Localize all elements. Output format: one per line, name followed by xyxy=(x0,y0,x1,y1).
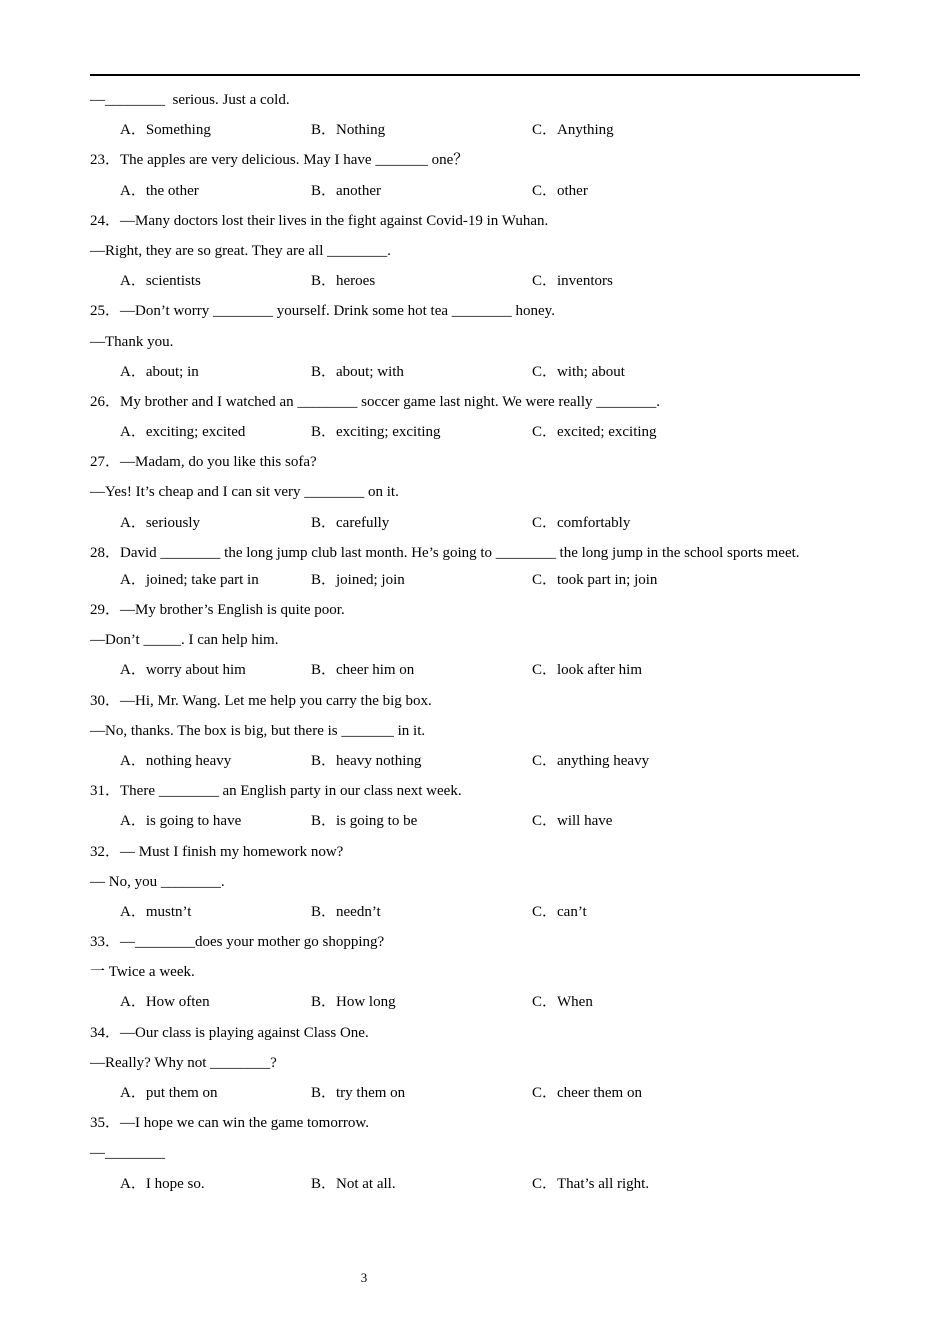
question-line: —No, thanks. The box is big, but there is _______ in it. xyxy=(90,722,426,739)
option-a: A．the other xyxy=(120,182,199,199)
option-c: C．When xyxy=(532,994,593,1011)
option-a: A．I hope so. xyxy=(120,1175,205,1192)
header-rule xyxy=(90,74,860,76)
option-row xyxy=(90,118,860,148)
option-b: B．cheer him on xyxy=(311,662,415,679)
question-line: 28．David ________ the long jump club last month. He’s going to ________ the long jump in the school sports meet. xyxy=(90,544,800,561)
option-row xyxy=(90,269,860,299)
option-b: B．heroes xyxy=(311,273,376,290)
option-row xyxy=(90,1172,860,1202)
option-c: C．will have xyxy=(532,813,613,830)
option-row xyxy=(90,360,860,390)
question-line: 30．—Hi, Mr. Wang. Let me help you carry the big box. xyxy=(90,692,432,709)
option-b: B．about; with xyxy=(311,363,404,380)
option-a: A．nothing heavy xyxy=(120,752,232,769)
option-row xyxy=(90,179,860,209)
option-c: C．look after him xyxy=(532,662,642,679)
question-line: 34．—Our class is playing against Class One. xyxy=(90,1024,369,1041)
option-c: C．took part in; join xyxy=(532,571,658,588)
option-row xyxy=(90,749,860,779)
question-line: 29．—My brother’s English is quite poor. xyxy=(90,602,345,618)
option-a: A．about; in xyxy=(120,363,199,380)
option-c: C．That’s all right. xyxy=(532,1175,650,1192)
option-c: C．anything heavy xyxy=(532,752,650,769)
option-a: A．Something xyxy=(120,122,211,139)
option-a: A．is going to have xyxy=(120,813,242,830)
option-row xyxy=(90,1081,860,1111)
question-line: 一 Twice a week. xyxy=(90,964,195,981)
question-line: 26．My brother and I watched an ________ soccer game last night. We were really ________. xyxy=(90,393,661,410)
question-line: 23．The apples are very delicious. May I have _______ one？ xyxy=(90,152,469,169)
option-c: C．with; about xyxy=(532,363,625,380)
option-c: C．Anything xyxy=(532,122,614,139)
option-b: B．heavy nothing xyxy=(311,752,422,769)
option-c: C．comfortably xyxy=(532,514,631,531)
option-a: A．scientists xyxy=(120,273,201,290)
option-a: A．put them on xyxy=(120,1085,218,1101)
option-b: B．Not at all. xyxy=(311,1175,396,1192)
option-b: B．needn’t xyxy=(311,903,381,920)
option-b: B．carefully xyxy=(311,514,390,531)
question-line: —________ serious. Just a cold. xyxy=(90,92,290,108)
question-line: 24．—Many doctors lost their lives in the fight against Covid-19 in Wuhan. xyxy=(90,212,549,229)
option-row xyxy=(90,658,860,688)
question-line: — No, you ________. xyxy=(90,873,225,890)
option-a: A．How often xyxy=(120,994,210,1011)
option-a: A．joined; take part in xyxy=(120,571,259,588)
option-b: B．exciting; exciting xyxy=(311,424,441,441)
option-c: C．excited; exciting xyxy=(532,424,657,441)
question-line: 31．There ________ an English party in our class next week. xyxy=(90,783,462,800)
option-b: B．joined; join xyxy=(311,571,405,588)
option-c: C．other xyxy=(532,182,588,199)
option-b: B．is going to be xyxy=(311,813,418,830)
option-row xyxy=(90,568,860,598)
question-line: 32．— Must I finish my homework now? xyxy=(90,843,344,860)
option-b: B．Nothing xyxy=(311,122,386,139)
option-a: A．mustn’t xyxy=(120,903,192,920)
option-a: A．seriously xyxy=(120,514,200,531)
option-a: A．worry about him xyxy=(120,662,246,679)
page-number: 3 xyxy=(360,1270,368,1285)
option-row xyxy=(90,809,860,839)
question-line: —Yes! It’s cheap and I can sit very ________ on it. xyxy=(90,484,399,501)
option-row xyxy=(90,420,860,450)
question-line: 35．—I hope we can win the game tomorrow. xyxy=(90,1115,369,1132)
question-line: —Right, they are so great. They are all ________. xyxy=(90,242,391,259)
question-line: 33．—________does your mother go shopping? xyxy=(90,934,385,951)
option-c: C．can’t xyxy=(532,903,587,920)
question-line: 25．—Don’t worry ________ yourself. Drink some hot tea ________ honey. xyxy=(90,303,555,320)
question-line: —Thank you. xyxy=(90,333,174,350)
option-b: B．another xyxy=(311,182,381,199)
question-line: —Really? Why not ________? xyxy=(90,1054,277,1071)
option-row xyxy=(90,511,860,541)
option-row xyxy=(90,990,860,1020)
question-line: 27．—Madam, do you like this sofa? xyxy=(90,454,317,471)
option-row xyxy=(90,900,860,930)
question-line: —________ xyxy=(90,1145,165,1162)
option-a: A．exciting; excited xyxy=(120,424,246,441)
option-c: C．inventors xyxy=(532,273,613,290)
question-line: —Don’t _____. I can help him. xyxy=(90,632,279,649)
option-b: B．try them on xyxy=(311,1085,406,1101)
option-c: C．cheer them on xyxy=(532,1085,642,1101)
question-list xyxy=(90,88,860,1202)
option-b: B．How long xyxy=(311,994,396,1011)
